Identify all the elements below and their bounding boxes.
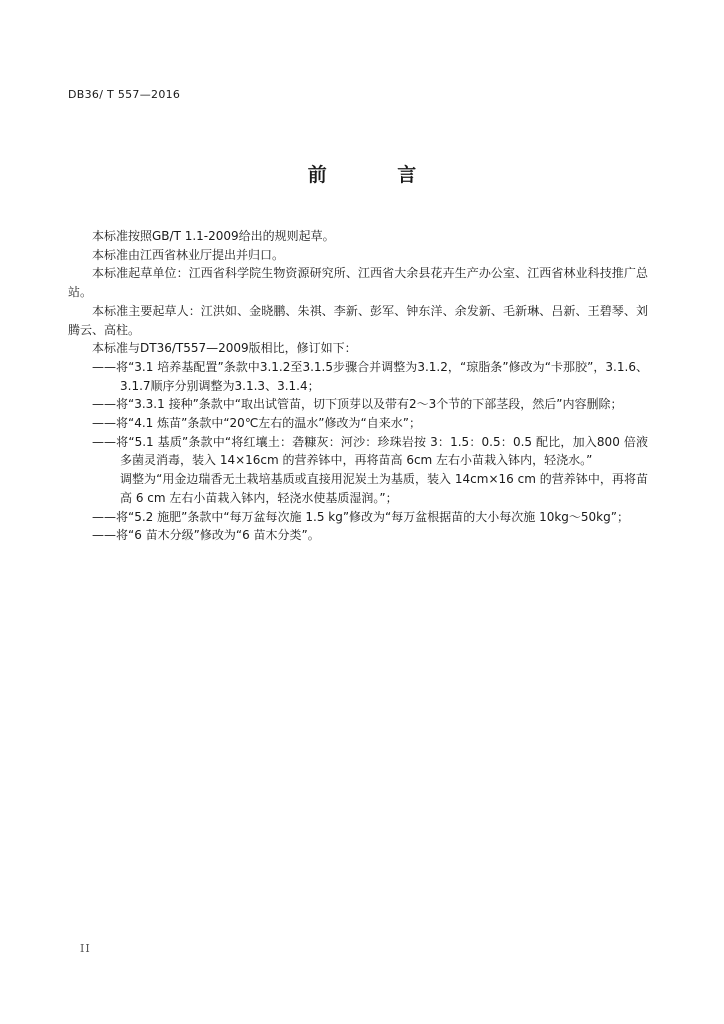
paragraph-drafting-rules: 本标准按照GB/T 1.1-2009给出的规则起草。 (92, 229, 335, 243)
revision-item-continuation: 调整为“用金边瑞香无土栽培基质或直接用泥炭土为基质，装入 14cm×16 cm 的营养钵中，再将苗高 6 cm 左右小苗栽入钵内，轻浇水使基质湿润。”； (120, 472, 648, 505)
revision-item: ——将“3.3.1 接种”条款中“取出试管苗，切下顶芽以及带有2～3个节的下部茎段，然后”内容删除； (92, 397, 623, 412)
revision-item: ——将“4.1 炼苗”条款中“20℃左右的温水”修改为“自来水”； (92, 416, 421, 431)
page-number: II (80, 942, 91, 955)
page-title: 前 言 (307, 164, 449, 186)
standard-code: DB36/ T 557—2016 (68, 88, 181, 101)
paragraph-drafters: 本标准主要起草人：江洪如、金晓鹏、朱祺、李新、彭军、钟东洋、余发新、毛新琳、吕新、王碧琴、刘腾云、高柱。 (68, 303, 648, 337)
revision-item: ——将“5.1 基质”条款中“将红壤土：砻糠灰：河沙：珍珠岩按 3：1.5：0.5：0.5 配比，加入800 倍液多菌灵消毒，装入 14×16cm 的营养钵中，再将苗高 6cm 左右小苗栽入钵内，轻浇水。” (92, 434, 648, 468)
revision-item: ——将“6 苗木分级”修改为“6 苗木分类”。 (92, 528, 320, 543)
paragraph-proposer: 本标准由江西省林业厅提出并归口。 (92, 247, 285, 262)
paragraph-drafting-units: 本标准起草单位：江西省科学院生物资源研究所、江西省大余县花卉生产办公室、江西省林业科技推广总站。 (68, 266, 648, 300)
foreword-body (68, 227, 648, 545)
revision-item: ——将“5.2 施肥”条款中“每万盆每次施 1.5 kg”修改为“每万盆根据苗的大小每次施 10kg～50kg”； (92, 509, 629, 524)
revision-item: ——将“3.1 培养基配置”条款中3.1.2至3.1.5步骤合并调整为3.1.2，“琼脂条”修改为“卡那胶”，3.1.6、3.1.7顺序分别调整为3.1.3、3.1.4； (92, 359, 648, 393)
paragraph-revision-intro: 本标准与DT36/T557—2009版相比，修订如下： (92, 341, 357, 356)
